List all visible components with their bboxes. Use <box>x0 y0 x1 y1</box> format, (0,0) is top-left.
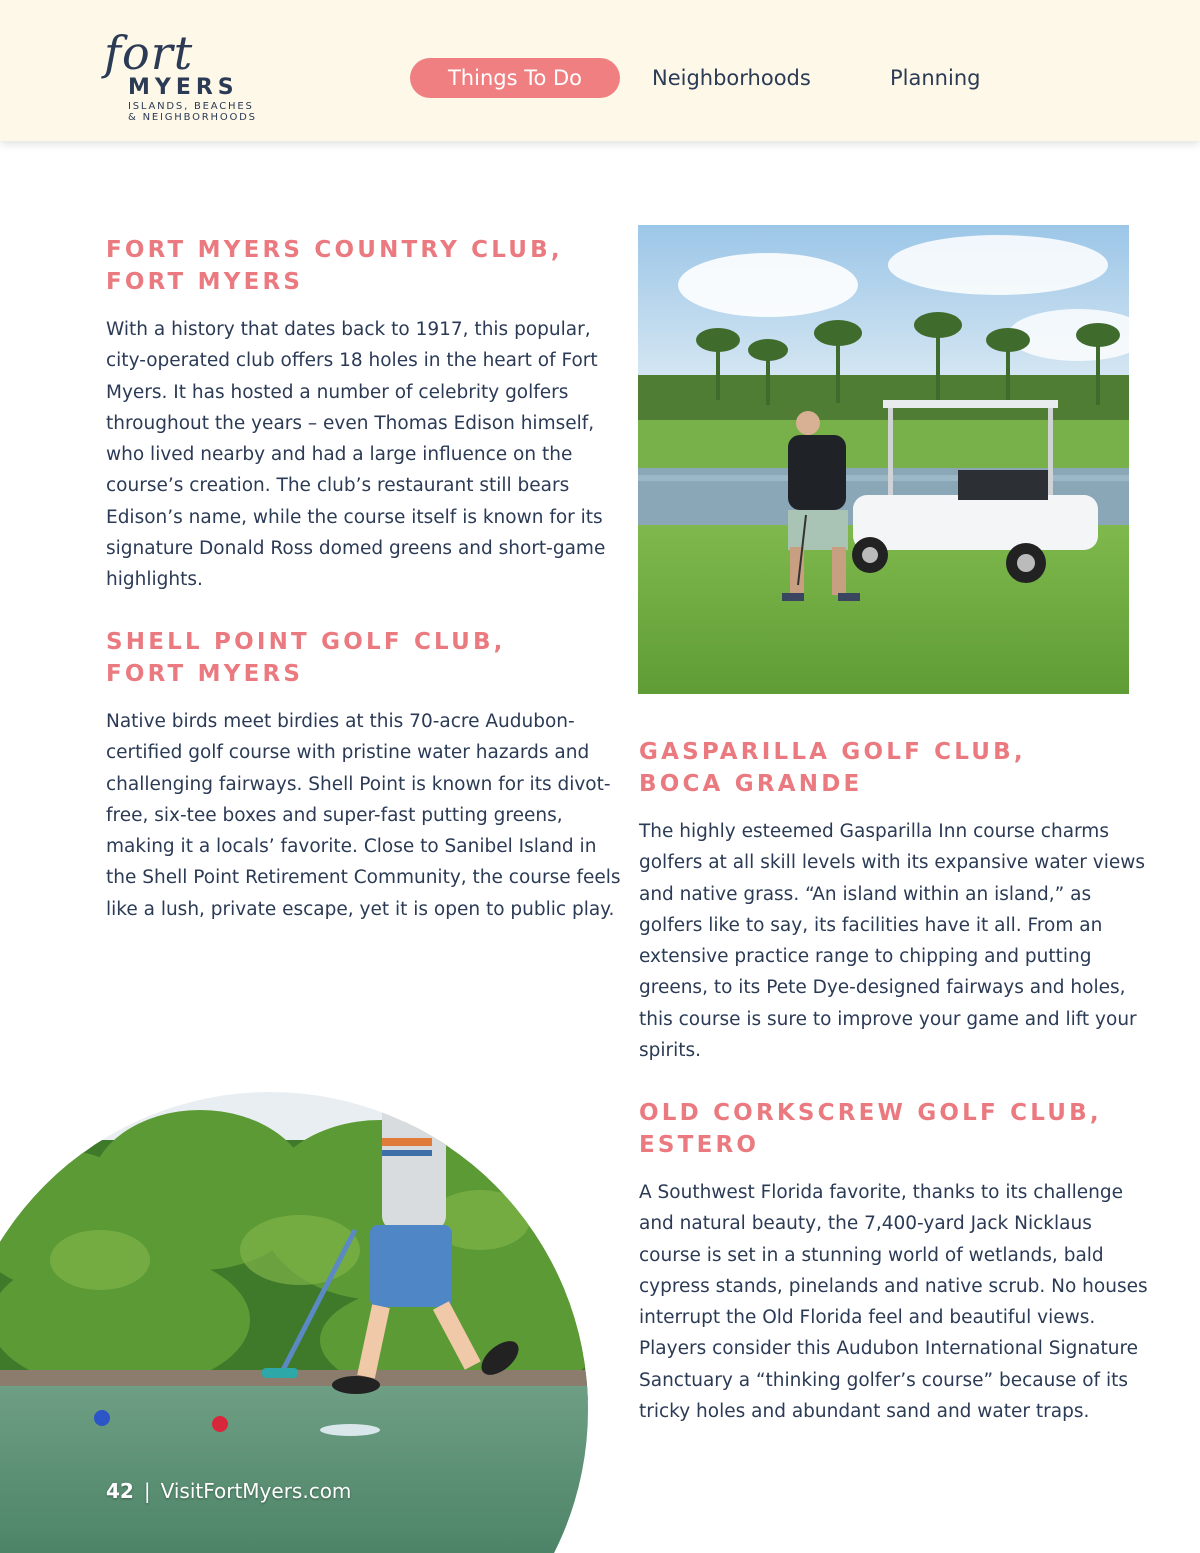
heading-line: FORT MYERS <box>106 661 304 687</box>
section-body-gasparilla-golf-club: The highly esteemed Gasparilla Inn course charms golfers at all skill levels with its expansive water views and native grass. “An island within an island,” as golfers like to say, its facilities have it all. From an extensive practice range to chipping and putting greens, to its Pete Dye-designed fairways and holes, this course is sure to improve your game and lift your spirits. <box>639 821 1146 1062</box>
section-body-shell-point-golf-club: Native birds meet birdies at this 70-acre Audubon-certified golf course with pristine water hazards and challenging fairways. Shell Point is known for its divot-free, six-tee boxes and super-fast putting greens, making it a locals’ favorite. Close to Sanibel Island in the Shell Point Retirement Community, the course feels like a lush, private escape, yet it is open to public play. <box>106 711 621 920</box>
logo-tagline-2: & NEIGHBORHOODS <box>128 112 257 123</box>
heading-line: BOCA GRANDE <box>639 771 863 797</box>
website-link[interactable]: VisitFortMyers.com <box>160 1479 352 1503</box>
footer-separator: | <box>143 1479 151 1503</box>
heading-line: FORT MYERS COUNTRY CLUB, <box>106 237 563 263</box>
section-heading-shell-point-golf-club <box>106 626 606 690</box>
heading-line: GASPARILLA GOLF CLUB, <box>639 739 1026 765</box>
nav-things-to-do[interactable]: Things To Do <box>410 58 620 98</box>
logo-tagline-1: ISLANDS, BEACHES <box>128 101 254 112</box>
page-header <box>0 0 1200 141</box>
page-number: 42 <box>106 1479 134 1503</box>
section-body-fort-myers-country-club: With a history that dates back to 1917, this popular, city-operated club offers 18 holes in the heart of Fort Myers. It has hosted a number of celebrity golfers throughout the years – even Thomas Edison himself, who lived nearby and had a large influence on the course’s creation. The club’s restaurant still bears Edison’s name, while the course itself is known for its signature Donald Ross domed greens and short-game highlights. <box>106 319 606 591</box>
section-body-old-corkscrew-golf-club: A Southwest Florida favorite, thanks to its challenge and natural beauty, the 7,400-yard Jack Nicklaus course is set in a stunning world of wetlands, bald cypress stands, pinelands and native scrub. No houses interrupt the Old Florida feel and beautiful views. Players consider this Audubon International Signature Sanctuary a “thinking golfer’s course” because of its tricky holes and abundant sand and water traps. <box>639 1182 1148 1423</box>
kid-mini-golf-photo <box>0 1020 600 1553</box>
nav-planning[interactable]: Planning <box>890 66 981 90</box>
heading-line: OLD CORKSCREW GOLF CLUB, <box>639 1100 1102 1126</box>
section-heading-old-corkscrew-golf-club <box>639 1097 1159 1161</box>
logo-script-text: fort <box>104 26 194 80</box>
heading-line: FORT MYERS <box>106 269 304 295</box>
section-heading-gasparilla-golf-club <box>639 736 1139 800</box>
logo-main-text: MYERS <box>128 75 239 100</box>
nav-neighborhoods[interactable]: Neighborhoods <box>652 66 811 90</box>
page-footer <box>106 1476 351 1506</box>
heading-line: SHELL POINT GOLF CLUB, <box>106 629 506 655</box>
section-heading-fort-myers-country-club <box>106 234 606 298</box>
fort-myers-logo[interactable] <box>100 28 290 128</box>
golfer-with-cart-photo <box>638 225 1129 694</box>
heading-line: ESTERO <box>639 1132 760 1158</box>
